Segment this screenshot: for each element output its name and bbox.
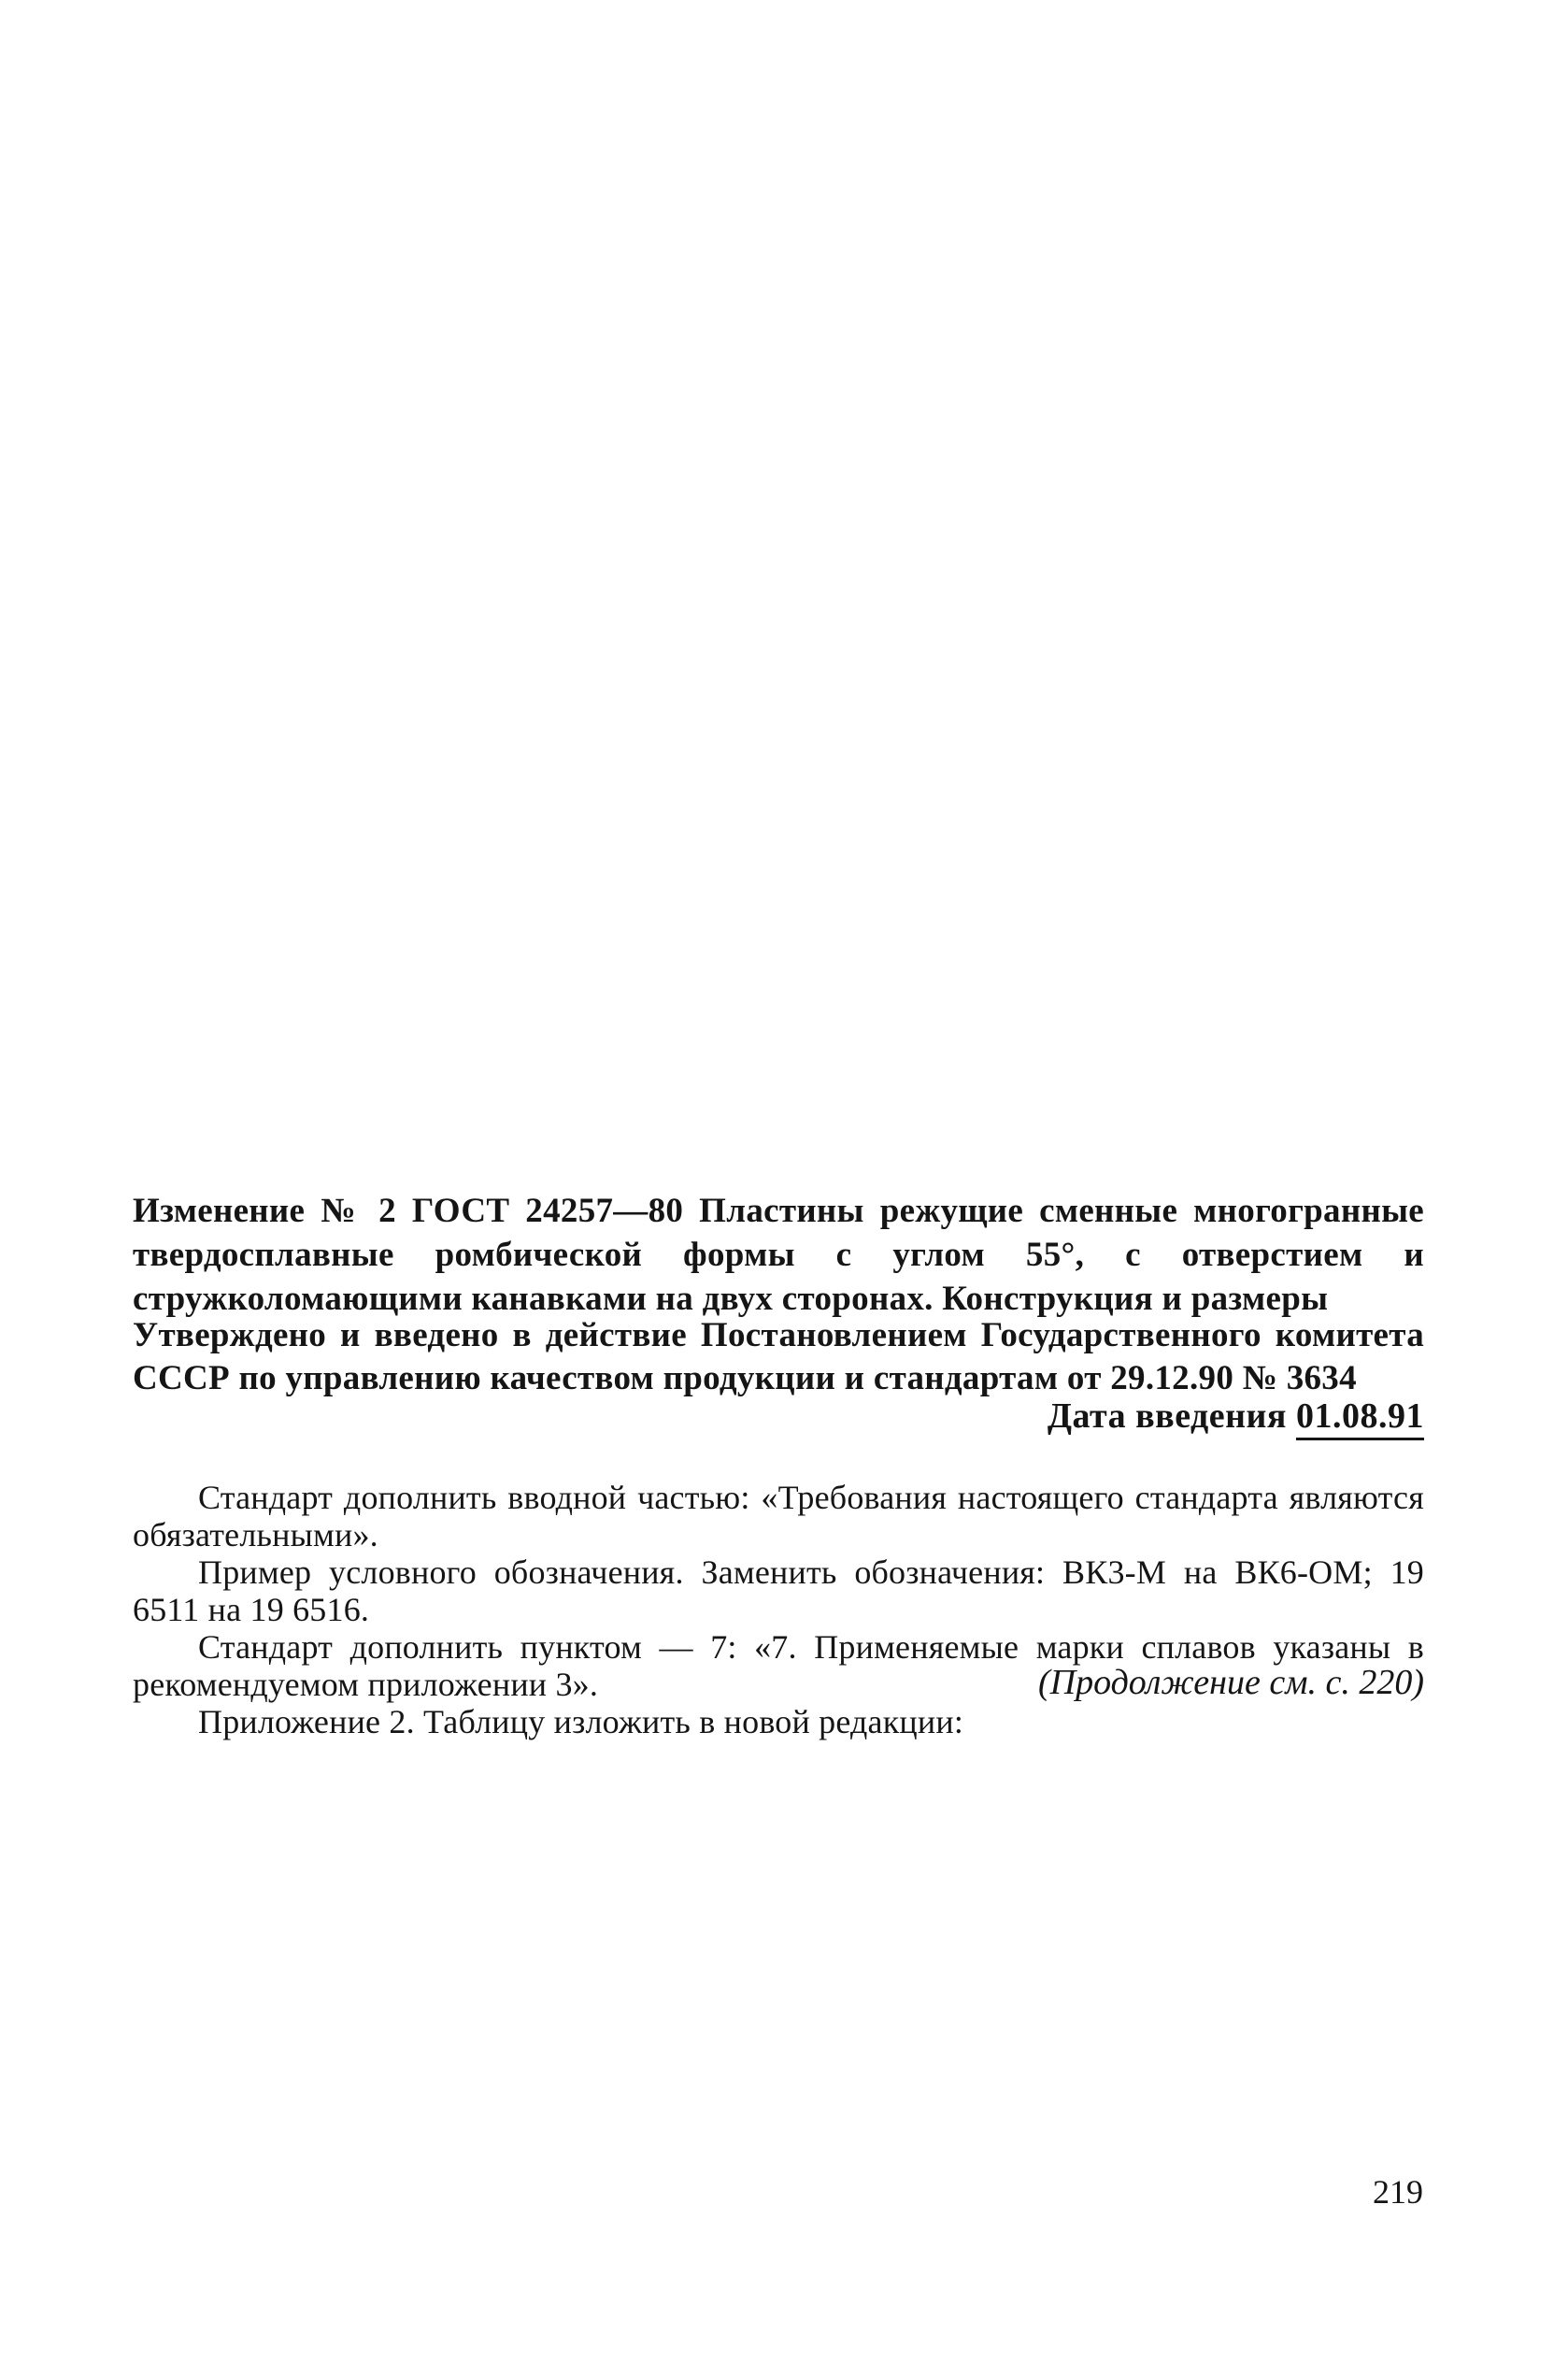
introduction-date	[1048, 1395, 1424, 1438]
continuation-note: (Продолжение см. с. 220)	[1037, 1663, 1424, 1702]
body-paragraph: Пример условного обозначения. Заменить обозначения: ВК3-М на ВК6-ОМ; 19 6511 на 19 6516.	[133, 1553, 1424, 1628]
approval-statement: Утверждено и введено в действие Постановлением Государственного комитета СССР по управлению качеством продукции и стандартам от 29.12.90 № 3634	[133, 1316, 1424, 1397]
introduction-date-value: 01.08.91	[1296, 1396, 1424, 1440]
body-paragraph: Приложение 2. Таблицу изложить в новой редакции:	[198, 1703, 964, 1740]
body-paragraph: Стандарт дополнить пунктом — 7: «7. Применяемые марки сплавов указаны в рекомендуемом приложении 3».	[133, 1628, 1424, 1703]
introduction-date-label: Дата введения	[1047, 1396, 1287, 1436]
amendment-title: Изменение № 2 ГОСТ 24257—80 Пластины режущие сменные многогранные твердосплавные ромбической формы с углом 55°, с отверстием и стружколомающими канавками на двух сторонах. Конструкция и размеры	[133, 1192, 1424, 1318]
page-number: 219	[1373, 2173, 1423, 2211]
body-paragraph: Стандарт дополнить вводной частью: «Требования настоящего стандарта являются обязательными».	[133, 1479, 1424, 1553]
